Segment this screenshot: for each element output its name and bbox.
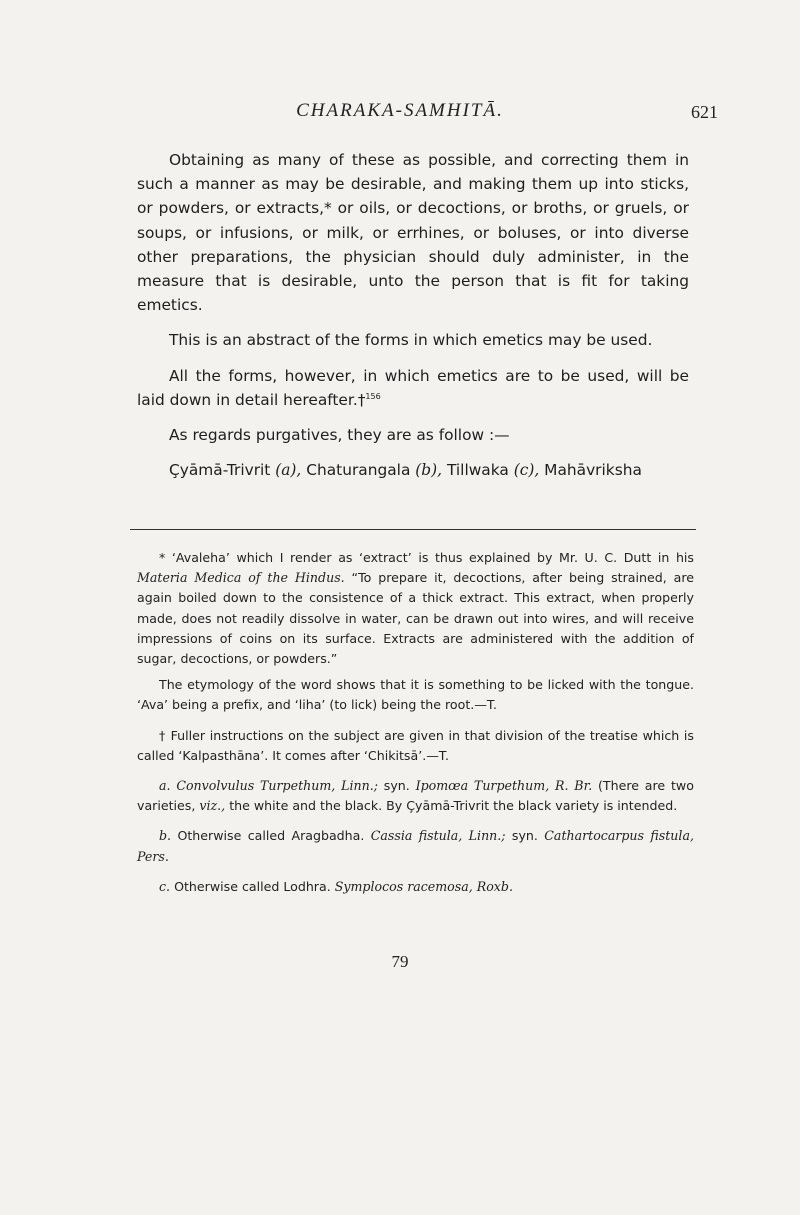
dagger-mark: † xyxy=(357,390,366,409)
footnote-avaleha xyxy=(137,548,694,669)
drug-name-4: Mahāvriksha xyxy=(544,461,642,480)
footnotes xyxy=(137,548,694,907)
paragraph-abstract: This is an abstract of the forms in which emetics may be used. xyxy=(169,331,653,350)
footnote-avaleha-lead: * ‘Avaleha’ which I render as ‘extract’ is thus explained by Mr. U. C. Dutt in his xyxy=(159,550,694,565)
footnote-a-name1: Convolvulus Turpethum, Linn.; xyxy=(176,778,378,794)
footnote-a-syn: syn. xyxy=(383,778,410,794)
running-title: CHARAKA-SAMHITĀ. xyxy=(296,100,504,121)
drug-name-2: Chaturangala xyxy=(306,461,411,480)
signature-folio: 79 xyxy=(391,952,409,971)
footnote-marker-a: (a), xyxy=(275,461,302,480)
drug-name-1: Çyāmā-Trivrit xyxy=(169,461,271,480)
paragraph-purgatives-intro: As regards purgatives, they are as follow :— xyxy=(169,426,510,445)
footnote-c xyxy=(137,877,694,897)
footnote-c-text: Otherwise called Lodhra. xyxy=(174,878,331,894)
footnote-a-name2: Ipomœa Turpethum, R. Br. xyxy=(415,778,593,794)
footnote-etymology: The etymology of the word shows that it is something to be licked with the tongue. ‘Ava’ being a prefix, and ‘liha’ (to lick) being the root.—T. xyxy=(137,677,694,713)
footnote-a-rest1: (There are two varieties, xyxy=(137,778,694,814)
paragraph-forms xyxy=(137,364,689,412)
footnote-b-text: Otherwise called Aragbadha. xyxy=(177,828,365,844)
footnote-a-label: a. xyxy=(159,778,171,794)
footnote-c-name1: Symplocos racemosa, Roxb. xyxy=(334,878,513,894)
footnote-marker-c: (c), xyxy=(513,461,540,480)
footnote-dagger: † Fuller instructions on the subject are given in that division of the treatise which is called ‘Kalpasthāna’. It comes after ‘Chikitsā’.—T. xyxy=(137,727,694,763)
footnote-marker-b: (b), xyxy=(415,461,443,480)
footnote-a-rest2: the white and the black. By Çyāmā-Trivrit the black variety is intended. xyxy=(229,798,678,814)
footnote-divider xyxy=(130,529,696,530)
footnote-b-name2: Cathartocarpus fistula, Pers. xyxy=(137,828,694,864)
footnote-c-label: c. xyxy=(159,878,171,894)
drug-name-3: Tillwaka xyxy=(446,461,509,480)
footnote-a xyxy=(137,776,694,816)
footnote-b-name1: Cassia fistula, Linn.; xyxy=(370,828,506,844)
page-header xyxy=(0,100,800,130)
footnote-b xyxy=(137,826,694,866)
paragraph-purgatives-list xyxy=(137,458,689,482)
footnote-b-syn: syn. xyxy=(511,828,538,844)
footnote-a-viz: viz., xyxy=(199,798,226,814)
book-title: Materia Medica of the Hindus. xyxy=(137,570,345,586)
main-text xyxy=(137,148,689,492)
page-number: 621 xyxy=(691,102,718,122)
footnote-b-label: b. xyxy=(159,828,172,844)
paragraph-forms-text: All the forms, however, in which emetics are to be used, will be laid down in detail hereafter. xyxy=(137,366,689,409)
paragraph-preparations: Obtaining as many of these as possible, and correcting them in such a manner as may be desirable, and making them up into sticks, or powders, or extracts,* or oils, or decoctions, or broths, or gruels, or soups, or infusions, or milk, or errhines, or boluses, or into diverse other preparations, the physician should duly administer, in the measure that is desirable, unto the person that is fit for taking emetics. xyxy=(137,151,689,315)
footnote-avaleha-quote: “To prepare it, decoctions, after being strained, are again boiled down to the consistence of a thick extract. This extract, when properly made, does not readily dissolve in water, can be drawn out into wires, and will receive impressions of coins on its surface. Extracts are administered with the addition of sugar, decoctions, or powders.” xyxy=(137,570,694,667)
reference-number: 156 xyxy=(365,391,381,401)
